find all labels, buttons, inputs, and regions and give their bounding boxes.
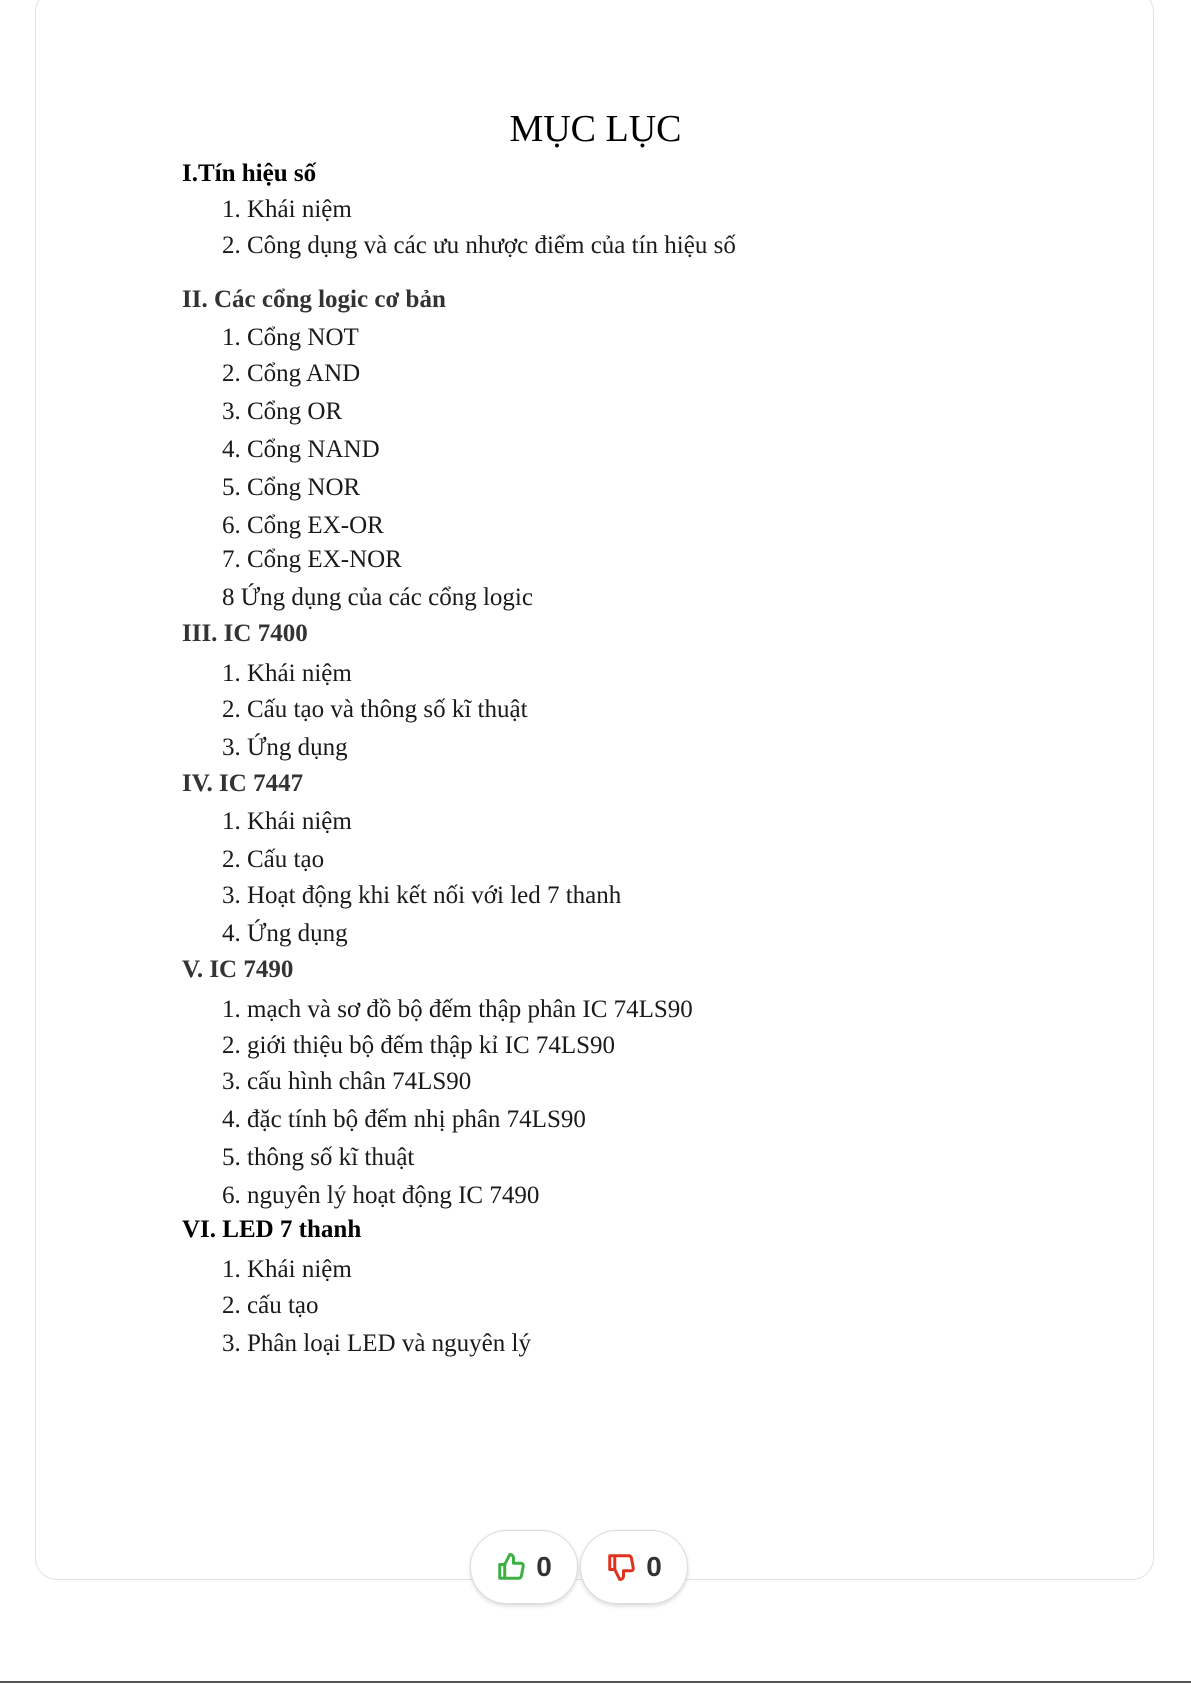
toc-section-heading: II. Các cổng logic cơ bản [182, 286, 446, 313]
toc-item: 8 Ứng dụng của các cổng logic [222, 584, 533, 611]
toc-item: 2. Cấu tạo và thông số kĩ thuật [222, 696, 528, 723]
toc-item: 1. Khái niệm [222, 1256, 352, 1283]
thumbs-up-icon [496, 1552, 526, 1582]
toc-item: 3. Phân loại LED và nguyên lý [222, 1330, 531, 1357]
toc-section-heading: I.Tín hiệu số [182, 160, 317, 187]
toc-item: 3. Hoạt động khi kết nối với led 7 thanh [222, 882, 622, 909]
toc-item: 6. Cổng EX-OR [222, 512, 384, 539]
toc-item: 2. cấu tạo [222, 1292, 319, 1319]
toc-item: 3. Ứng dụng [222, 734, 348, 761]
toc-item: 7. Cổng EX-NOR [222, 546, 402, 573]
toc-item: 3. cấu hình chân 74LS90 [222, 1068, 472, 1095]
toc-item: 1. mạch và sơ đồ bộ đếm thập phân IC 74LS90 [222, 996, 693, 1023]
toc-section-heading: V. IC 7490 [182, 956, 294, 983]
toc-item: 3. Cổng OR [222, 398, 343, 425]
toc-item: 1. Khái niệm [222, 660, 352, 687]
toc-item: 1. Khái niệm [222, 196, 352, 223]
toc-section-heading: VI. LED 7 thanh [182, 1216, 362, 1243]
dislike-button[interactable] [580, 1530, 688, 1604]
toc-item: 5. thông số kĩ thuật [222, 1144, 415, 1171]
toc-item: 2. Cấu tạo [222, 846, 325, 873]
toc-item: 6. nguyên lý hoạt động IC 7490 [222, 1182, 540, 1209]
toc-title: MỤC LỤC [509, 108, 682, 150]
toc-item: 4. đặc tính bộ đếm nhị phân 74LS90 [222, 1106, 586, 1133]
thumbs-down-icon [606, 1552, 636, 1582]
toc-section-heading: III. IC 7400 [182, 620, 308, 647]
toc-item: 4. Cổng NAND [222, 436, 380, 463]
toc-item: 4. Ứng dụng [222, 920, 348, 947]
toc-item: 5. Cổng NOR [222, 474, 361, 501]
toc-section-heading: IV. IC 7447 [182, 770, 304, 797]
vote-bar [470, 1530, 688, 1606]
toc-item: 2. giới thiệu bộ đếm thập kỉ IC 74LS90 [222, 1032, 616, 1059]
dislike-count: 0 [646, 1551, 662, 1582]
toc-item: 1. Khái niệm [222, 808, 352, 835]
like-button[interactable] [470, 1530, 578, 1604]
toc-item: 2. Cổng AND [222, 360, 361, 387]
toc-item: 2. Công dụng và các ưu nhược điểm của tín hiệu số [222, 232, 736, 259]
toc-item: 1. Cổng NOT [222, 324, 359, 351]
page-divider [0, 1681, 1191, 1683]
like-count: 0 [536, 1551, 552, 1582]
